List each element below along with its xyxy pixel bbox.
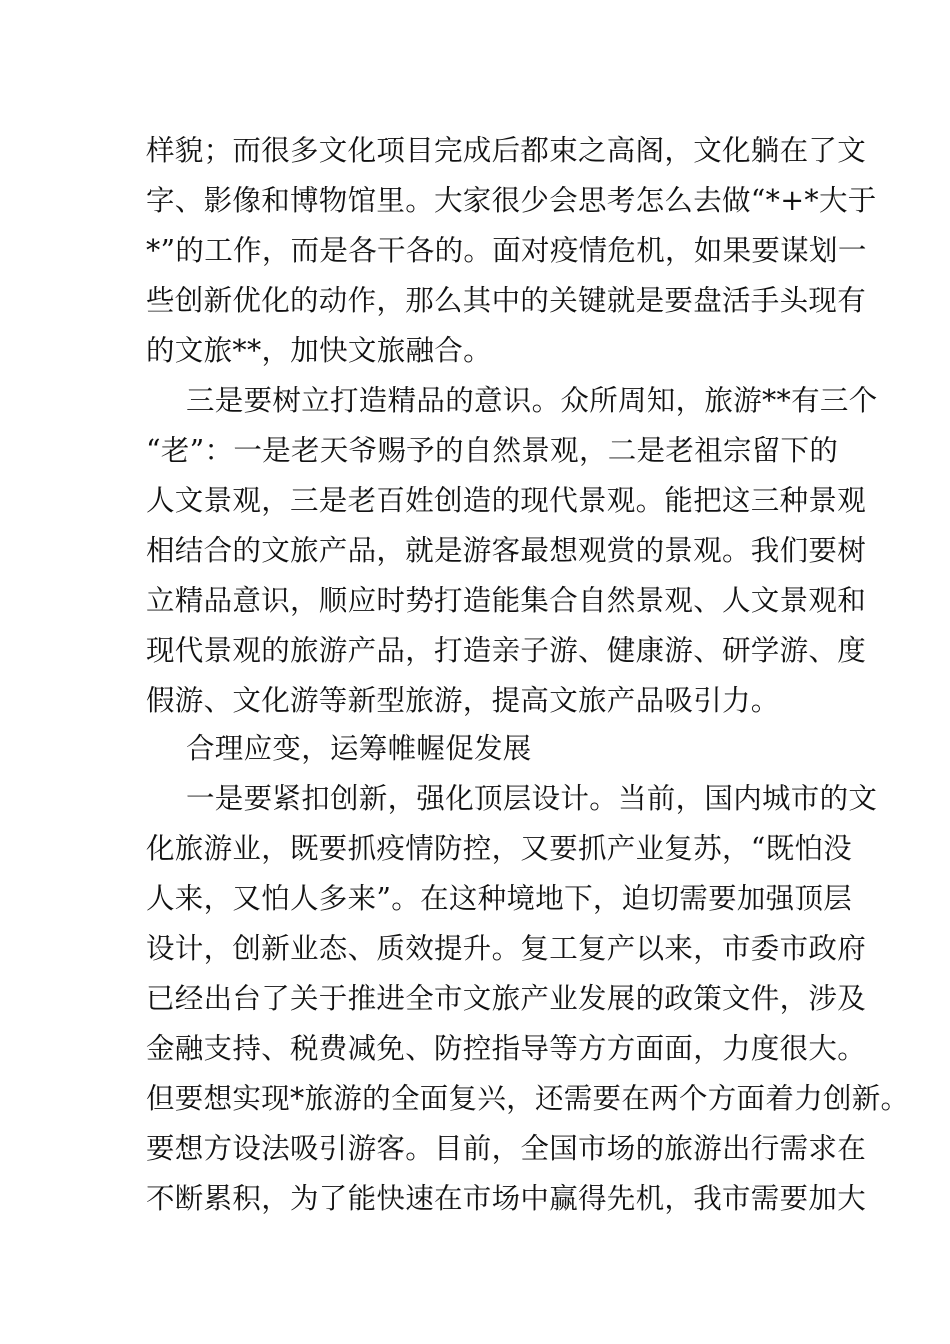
text-line: 样貌；而很多文化项目完成后都束之高阁，文化躺在了文	[146, 134, 867, 167]
text-line: 人文景观，三是老百姓创造的现代景观。能把这三种景观	[146, 484, 867, 517]
paragraph-first-line: 一是要紧扣创新，强化顶层设计。当前，国内城市的文	[186, 782, 878, 815]
text-line: 立精品意识，顺应时势打造能集合自然景观、人文景观和	[146, 584, 867, 617]
section-heading: 合理应变，运筹帷幄促发展	[186, 732, 532, 765]
text-line: 些创新优化的动作，那么其中的关键就是要盘活手头现有	[146, 284, 867, 317]
paragraph-first-line: 三是要树立打造精品的意识。众所周知，旅游**有三个	[186, 384, 878, 417]
text-line: 已经出台了关于推进全市文旅产业发展的政策文件，涉及	[146, 982, 867, 1015]
text-line: 假游、文化游等新型旅游，提高文旅产品吸引力。	[146, 684, 780, 717]
text-line: 字、影像和博物馆里。大家很少会思考怎么去做“*+*大于	[146, 184, 877, 217]
text-line: 金融支持、税费减免、防控指导等方方面面，力度很大。	[146, 1032, 867, 1065]
text-line: 不断累积，为了能快速在市场中赢得先机，我市需要加大	[146, 1182, 867, 1215]
text-line: 设计，创新业态、质效提升。复工复产以来，市委市政府	[146, 932, 867, 965]
text-line: 要想方设法吸引游客。目前，全国市场的旅游出行需求在	[146, 1132, 867, 1165]
text-line: 的文旅**，加快文旅融合。	[146, 334, 492, 367]
text-line: 但要想实现*旅游的全面复兴，还需要在两个方面着力创新。	[146, 1082, 910, 1115]
text-line: 现代景观的旅游产品，打造亲子游、健康游、研学游、度	[146, 634, 867, 667]
text-line: 化旅游业，既要抓疫情防控，又要抓产业复苏，“既怕没	[146, 832, 853, 865]
text-line: *”的工作，而是各干各的。面对疫情危机，如果要谋划一	[146, 234, 867, 267]
text-line: 相结合的文旅产品，就是游客最想观赏的景观。我们要树	[146, 534, 867, 567]
text-line: 人来，又怕人多来”。在这种境地下，迫切需要加强顶层	[146, 882, 853, 915]
text-line: “老”：一是老天爷赐予的自然景观，二是老祖宗留下的	[146, 434, 839, 467]
